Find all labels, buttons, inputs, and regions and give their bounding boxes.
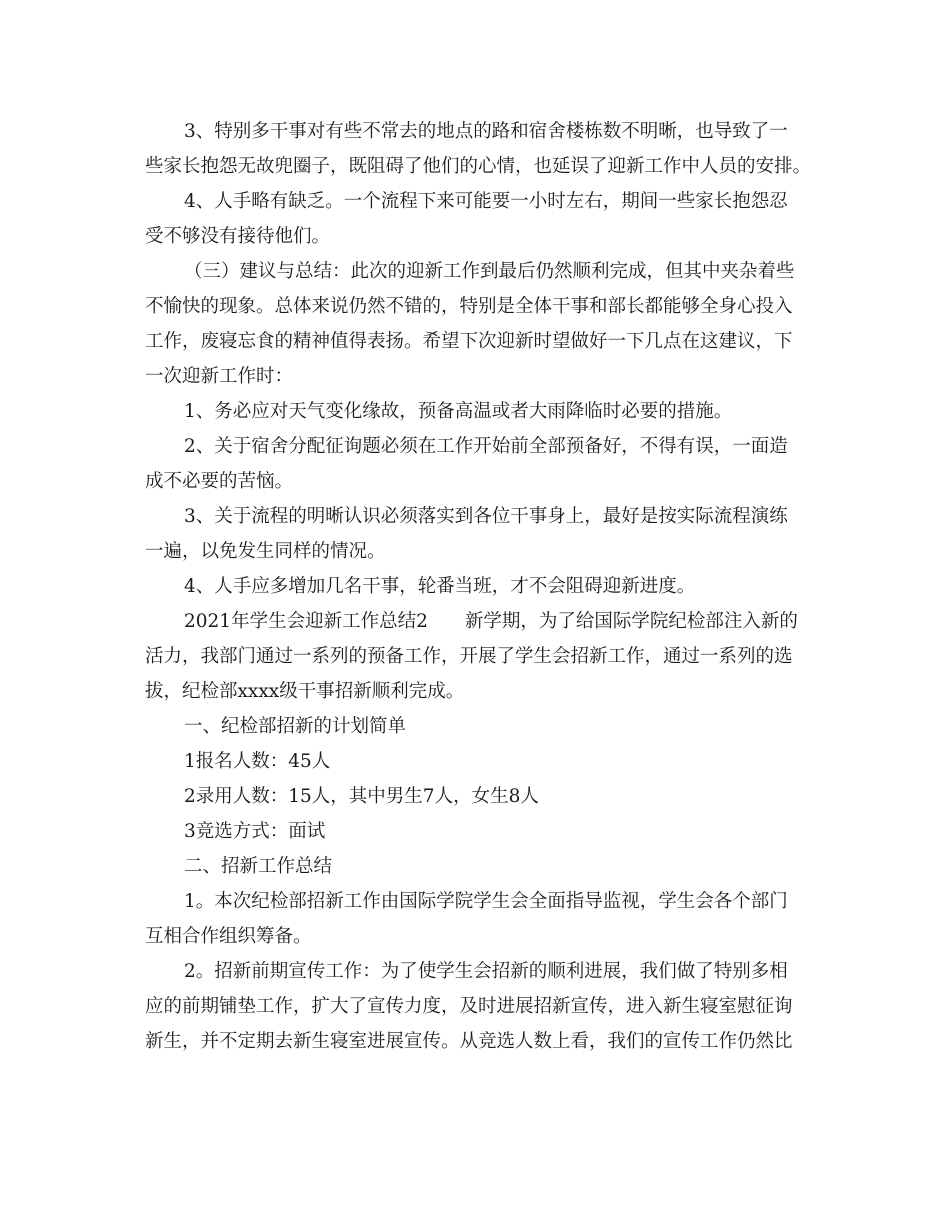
paragraph-line: 拔，纪检部xxxx级干事招新顺利完成。 (145, 681, 465, 702)
paragraph-line: 一遍，以免发生同样的情况。 (145, 541, 386, 562)
paragraph-line: 4、人手略有缺乏。一个流程下来可能要一小时左右，期间一些家长抱怨忍 (184, 191, 788, 212)
document-body (145, 114, 810, 1059)
paragraph-line: 1。本次纪检部招新工作由国际学院学生会全面指导监视，学生会各个部门 (184, 891, 788, 912)
paragraph-line: 2、关于宿舍分配征询题必须在工作开始前全部预备好，不得有误，一面造 (184, 436, 788, 457)
list-item: 1报名人数：45人 (184, 751, 331, 772)
list-item: 3竞选方式：面试 (184, 821, 326, 842)
paragraph-line: 3、关于流程的明晰认识必须落实到各位干事身上，最好是按实际流程演练 (184, 506, 788, 527)
section-heading-line: （三）建议与总结：此次的迎新工作到最后仍然顺利完成，但其中夹杂着些 (184, 261, 795, 282)
paragraph-line: 2021年学生会迎新工作总结2 新学期，为了给国际学院纪检部注入新的 (184, 611, 798, 632)
list-item: 2录用人数：15人，其中男生7人，女生8人 (184, 786, 539, 807)
paragraph-line: 些家长抱怨无故兜圈子，既阻碍了他们的心情，也延误了迎新工作中人员的安排。 (145, 156, 812, 177)
paragraph-line: 应的前期铺垫工作，扩大了宣传力度，及时进展招新宣传，进入新生寝室慰征询 (145, 996, 793, 1017)
paragraph-line: 成不必要的苦恼。 (145, 471, 294, 492)
paragraph-line: 活力，我部门通过一系列的预备工作，开展了学生会招新工作，通过一系列的选 (145, 646, 793, 667)
paragraph-line: 受不够没有接待他们。 (145, 226, 331, 247)
paragraph-line: 1、务必应对天气变化缘故，预备高温或者大雨降临时必要的措施。 (184, 401, 733, 422)
paragraph-line: 4、人手应多增加几名干事，轮番当班，才不会阻碍迎新进度。 (184, 576, 696, 597)
paragraph-line: 互相合作组织筹备。 (145, 926, 312, 947)
paragraph-line: 2。招新前期宣传工作：为了使学生会招新的顺利进展，我们做了特别多相 (184, 961, 788, 982)
paragraph-line: 工作，废寝忘食的精神值得表扬。希望下次迎新时望做好一下几点在这建议，下 (145, 331, 793, 352)
section-heading-line: 一、纪检部招新的计划简单 (184, 716, 407, 737)
section-heading-line: 二、招新工作总结 (184, 856, 333, 877)
paragraph-line: 一次迎新工作时： (145, 366, 294, 387)
paragraph-line: 不愉快的现象。总体来说仍然不错的，特别是全体干事和部长都能够全身心投入 (145, 296, 793, 317)
paragraph-line: 新生，并不定期去新生寝室进展宣传。从竞选人数上看，我们的宣传工作仍然比 (145, 1031, 793, 1052)
paragraph-line: 3、特别多干事对有些不常去的地点的路和宿舍楼栋数不明晰，也导致了一 (184, 121, 788, 142)
